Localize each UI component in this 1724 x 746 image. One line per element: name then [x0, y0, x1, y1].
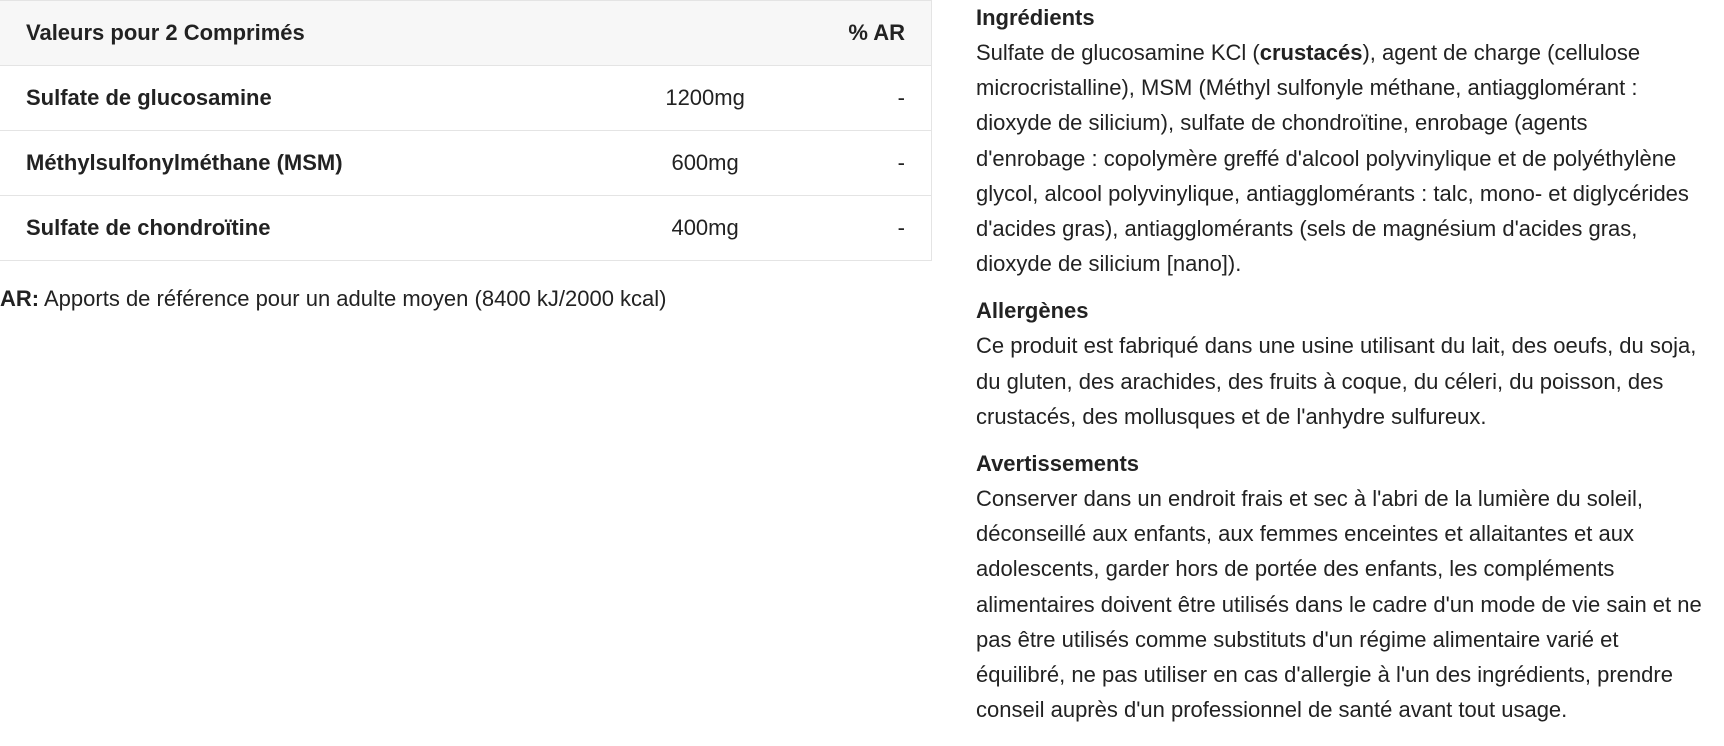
- nutrient-name: Sulfate de glucosamine: [0, 66, 499, 131]
- nutrient-amount: 600mg: [499, 131, 821, 196]
- table-row: [0, 196, 932, 261]
- table-row: [0, 131, 932, 196]
- header-pct: % AR: [821, 1, 931, 66]
- header-label: Valeurs pour 2 Comprimés: [0, 1, 499, 66]
- allergens-title: Allergènes: [976, 298, 1089, 324]
- ingredients-title: Ingrédients: [976, 5, 1095, 30]
- allergens-section: [976, 293, 1702, 434]
- ingredients-text: [976, 35, 1702, 281]
- allergens-text: Ce produit est fabriqué dans une usine utilisant du lait, des oeufs, du soja, du gluten, des arachides, des fruits à coque, du céleri, du poisson, des crustacés, des mollusques et de l'anhydre sulfureux.: [976, 333, 1697, 429]
- warnings-text: Conserver dans un endroit frais et sec à l'abri de la lumière du soleil, déconseillé aux enfants, aux femmes enceintes et allaitantes et aux adolescents, garder hors de portée des enfants, les compléments alimentaires doivent être utilisés dans le cadre d'un mode de vie sain et ne pas être utilisés comme substituts d'un régime alimentaire varié et équilibré, ne pas utiliser en cas d'allergie à l'un des ingrédients, prendre conseil auprès d'un professionnel de santé avant tout usage.: [976, 486, 1702, 723]
- header-amount: [499, 1, 821, 66]
- ingredients-allergen-highlight: crustacés: [1259, 40, 1363, 65]
- nutrition-table: [0, 0, 932, 261]
- table-row: [0, 66, 932, 131]
- product-info-column: [976, 0, 1702, 727]
- warnings-section: [976, 446, 1702, 727]
- ingredients-section: [976, 0, 1702, 281]
- nutrient-pct: -: [821, 131, 931, 196]
- ar-definition: Apports de référence pour un adulte moyen (8400 kJ/2000 kcal): [39, 286, 667, 311]
- nutrition-header-row: [0, 1, 932, 66]
- nutrient-name: Méthylsulfonylméthane (MSM): [0, 131, 499, 196]
- ar-abbr: AR:: [0, 286, 40, 311]
- nutrient-amount: 1200mg: [499, 66, 821, 131]
- nutrient-name: Sulfate de chondroïtine: [0, 196, 499, 261]
- ingredients-text-start: Sulfate de glucosamine KCl (: [976, 40, 1260, 65]
- ingredients-text-end: ), agent de charge (cellulose microcristalline), MSM (Méthyl sulfonyle méthane, antiagglomérant : dioxyde de silicium), sulfate de chondroïtine, enrobage (agents d'enrobage : copolymère greffé d'alcool polyvinylique et de polyéthylène glycol, alcool polyvinylique, antiagglomérants : talc, mono- et diglycérides d'acides gras), antiagglomérants (sels de magnésium d'acides gras, dioxyde de silicium [nano]).: [976, 40, 1689, 277]
- nutrient-amount: 400mg: [499, 196, 821, 261]
- nutrient-pct: -: [821, 66, 931, 131]
- ar-footnote: [0, 284, 667, 314]
- warnings-title: Avertissements: [976, 451, 1140, 477]
- nutrient-pct: -: [821, 196, 931, 261]
